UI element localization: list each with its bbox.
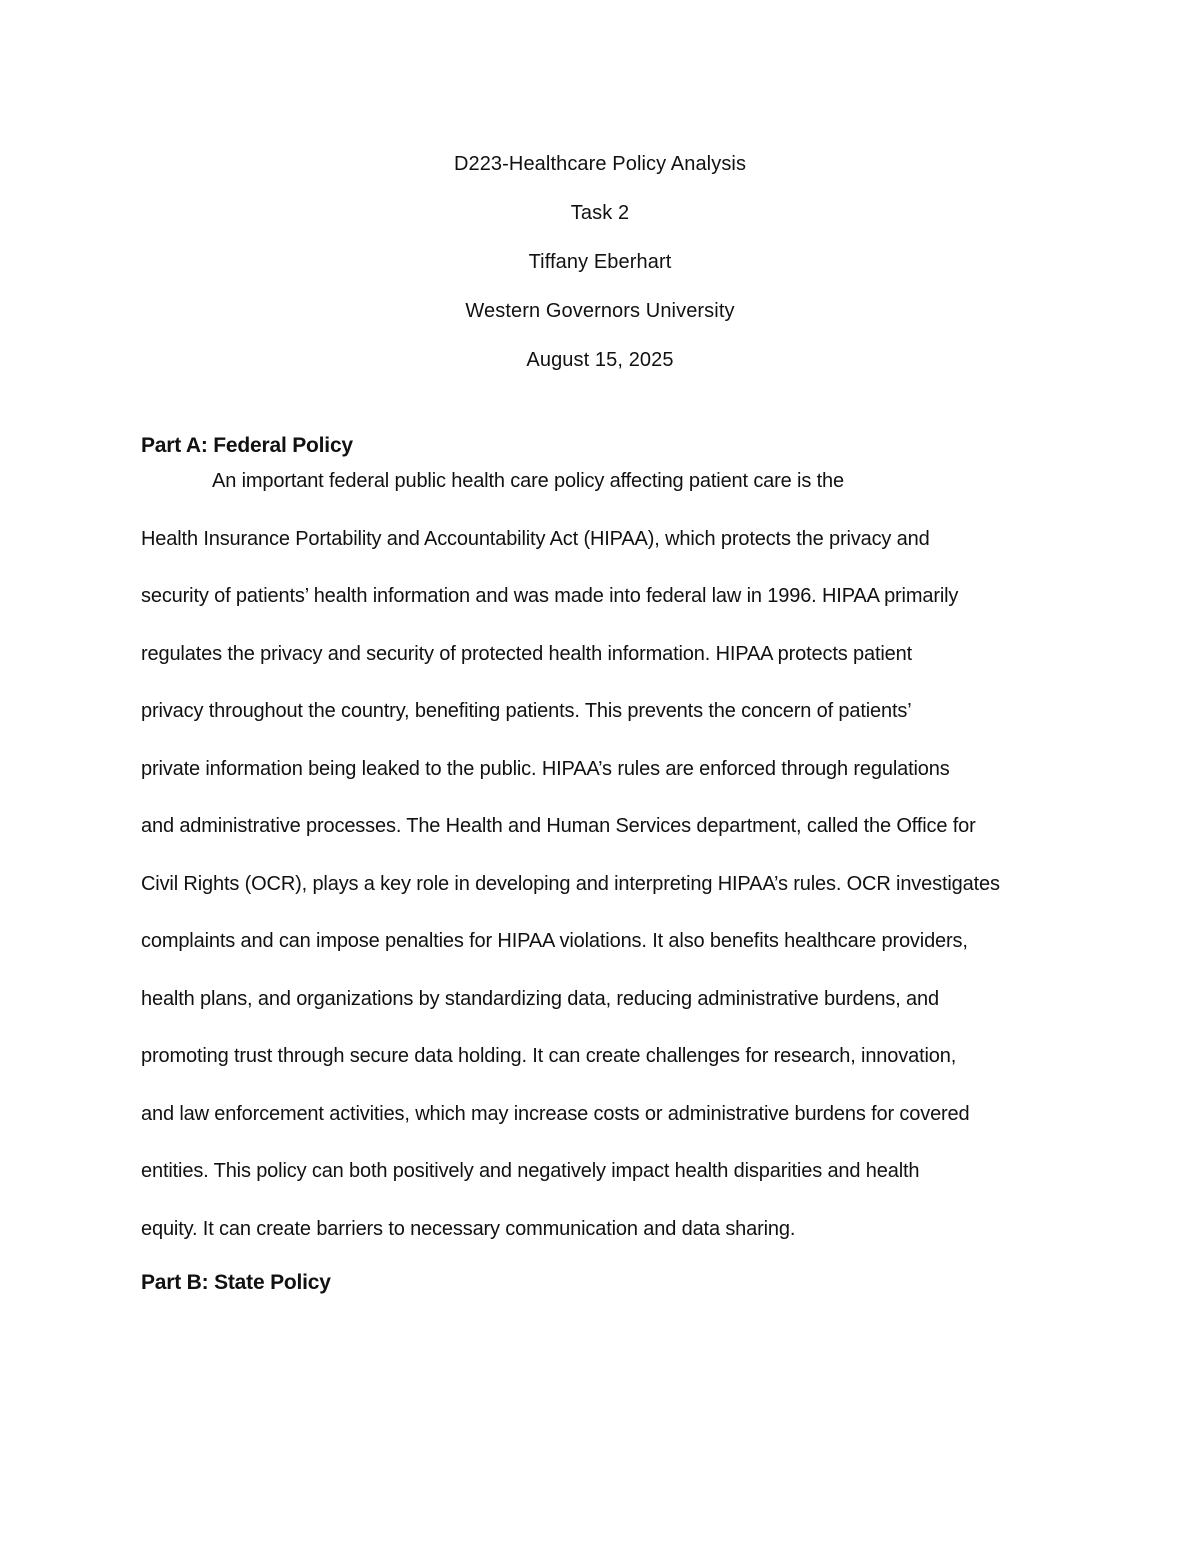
paragraph-line: promoting trust through secure data holding. It can create challenges for research, innovation, [141,1045,957,1067]
author-name: Tiffany Eberhart [528,251,672,273]
task-label: Task 2 [570,202,630,224]
paragraph-line: and law enforcement activities, which may increase costs or administrative burdens for covered [141,1102,970,1125]
part-a-heading: Part A: Federal Policy [141,434,353,457]
paragraph-line: privacy throughout the country, benefiting patients. This prevents the concern of patients’ [141,700,912,722]
paragraph-line: An important federal public health care policy affecting patient care is the [212,470,844,492]
paragraph-line: and administrative processes. The Health and Human Services department, called the Office for [141,815,976,837]
institution-name: Western Governors University [465,300,735,322]
part-b-heading: Part B: State Policy [141,1271,331,1294]
paragraph-line: entities. This policy can both positively and negatively impact health disparities and health [141,1160,920,1182]
document-date: August 15, 2025 [526,349,674,371]
part-a-paragraph [141,466,1061,1271]
paragraph-line: equity. It can create barriers to necessary communication and data sharing. [141,1217,796,1240]
paragraph-line: Health Insurance Portability and Accountability Act (HIPAA), which protects the privacy and [141,527,930,550]
paragraph-line: health plans, and organizations by standardizing data, reducing administrative burdens, and [141,987,939,1010]
paragraph-line: security of patients’ health information and was made into federal law in 1996. HIPAA primarily [141,585,959,607]
paragraph-line: complaints and can impose penalties for HIPAA violations. It also benefits healthcare providers, [141,930,968,952]
course-title: D223-Healthcare Policy Analysis [453,153,747,175]
title-block [0,140,1200,385]
paragraph-line: regulates the privacy and security of protected health information. HIPAA protects patient [141,642,913,665]
paragraph-line: Civil Rights (OCR), plays a key role in developing and interpreting HIPAA’s rules. OCR investigates [141,872,1000,895]
paragraph-line: private information being leaked to the public. HIPAA’s rules are enforced through regulations [141,757,950,780]
